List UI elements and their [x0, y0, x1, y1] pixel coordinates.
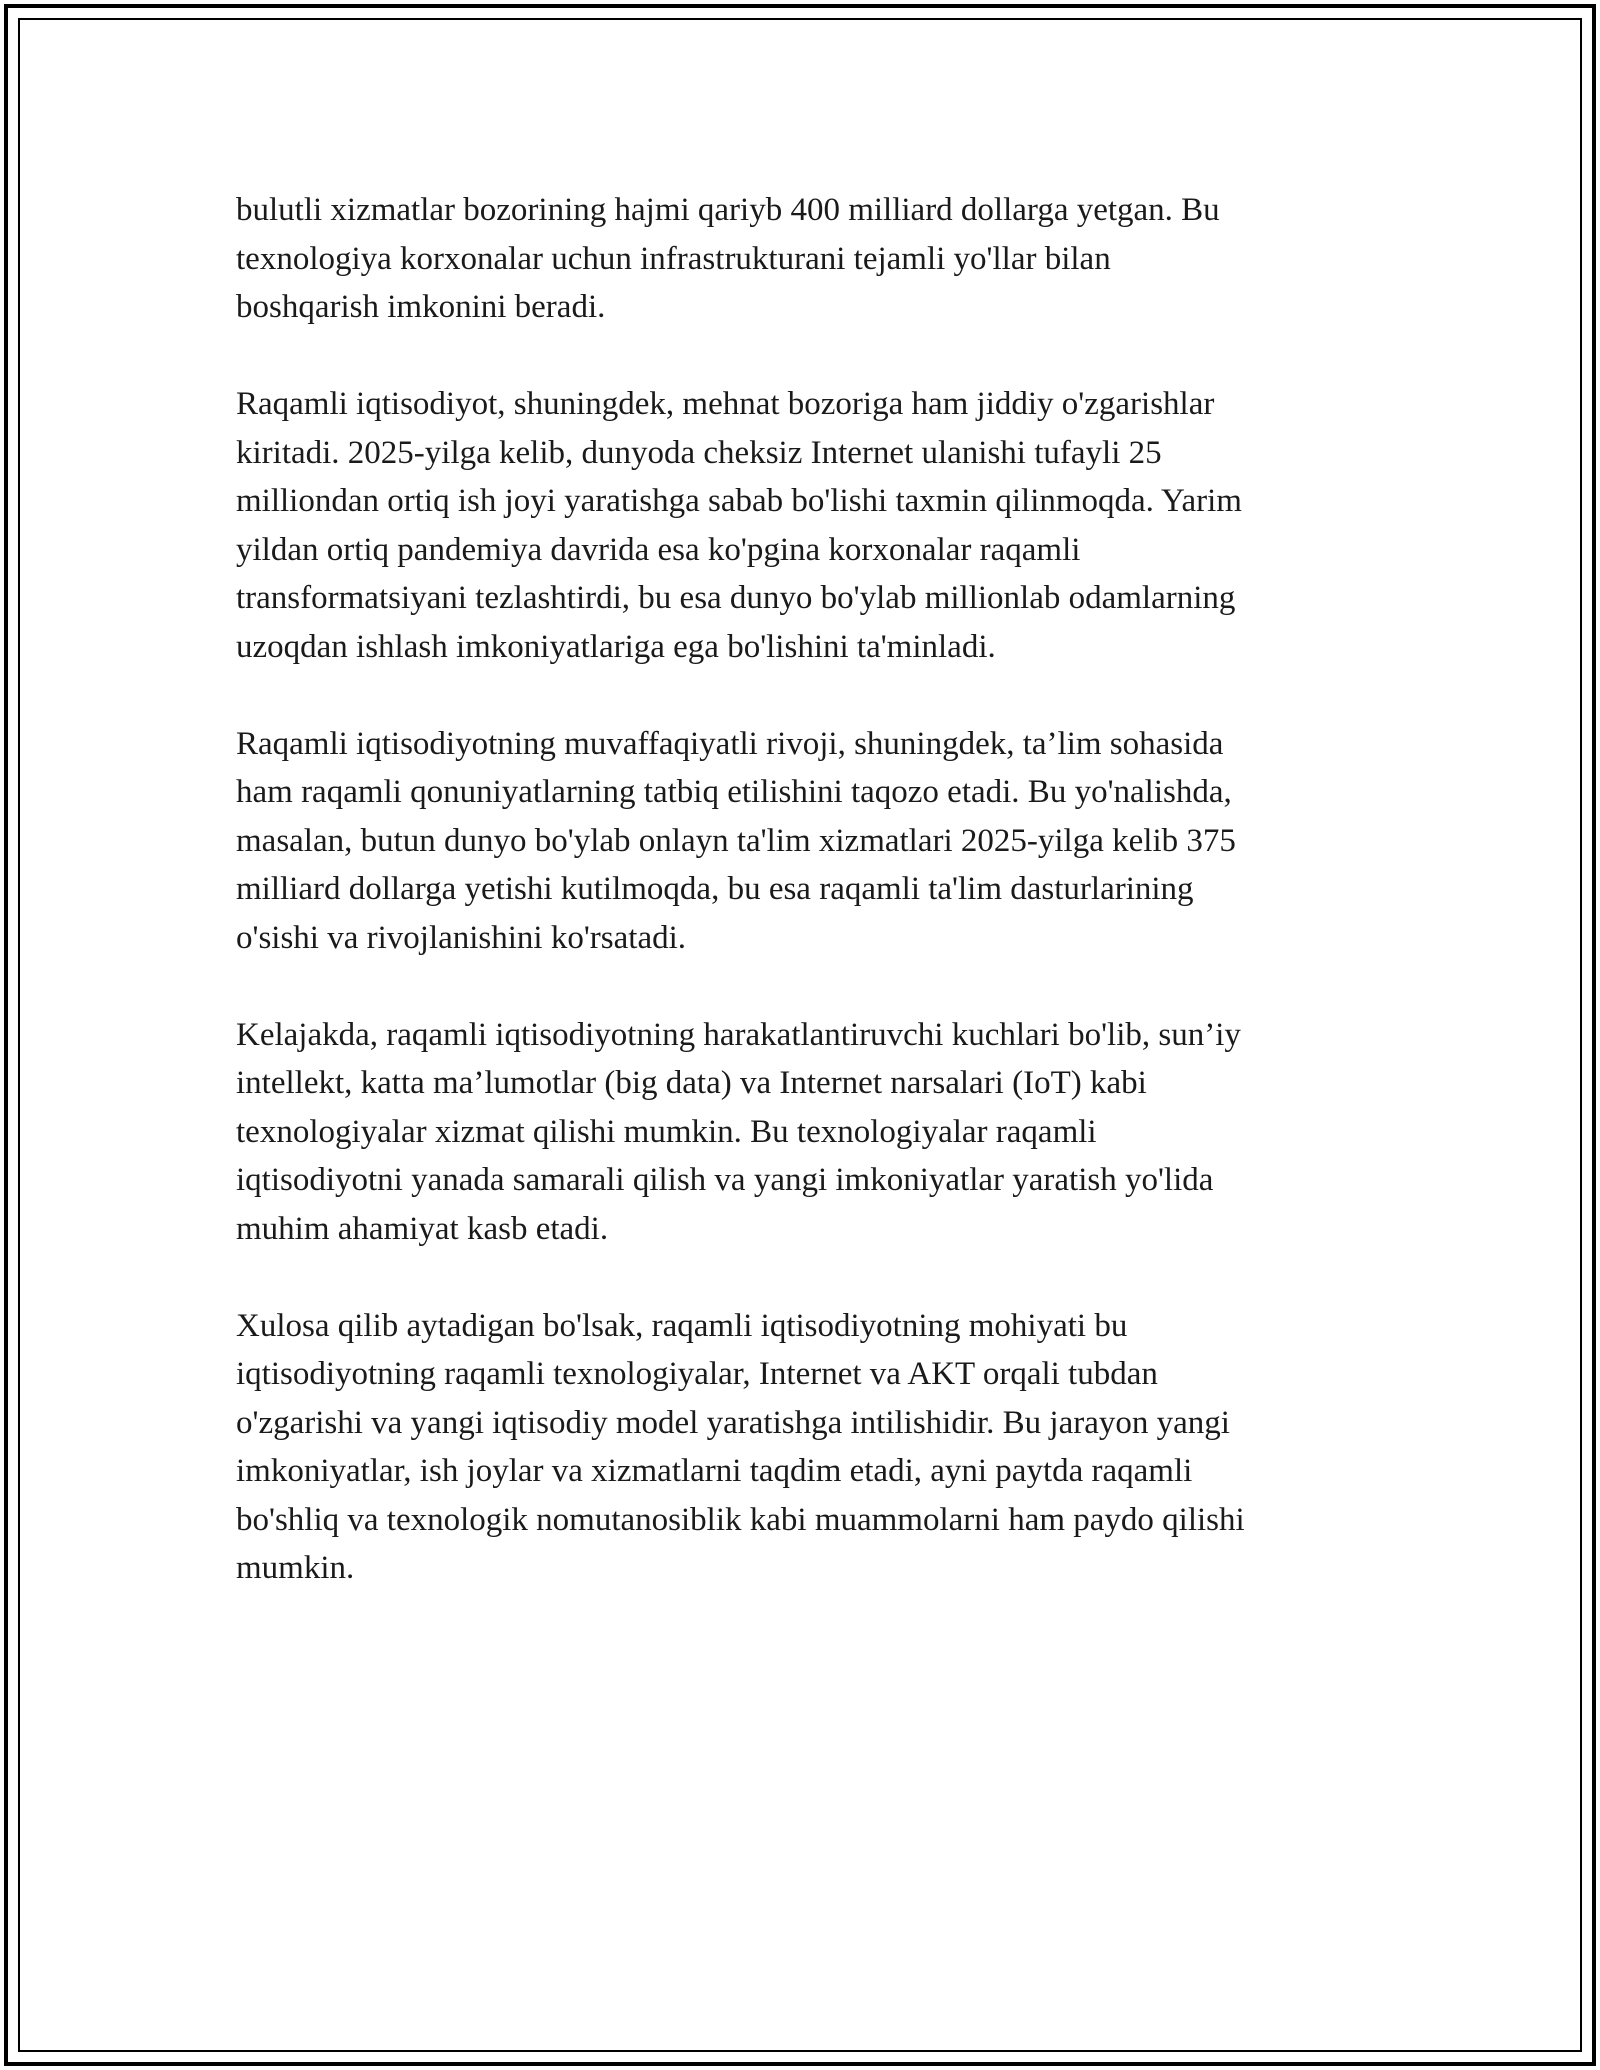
paragraph-future-technologies: Kelajakda, raqamli iqtisodiyotning harakatlantiruvchi kuchlari bo'lib, sun’iy intellekt, katta ma’lumotlar (big data) va Internet narsalari (IoT) kabi texnologiyalar xizmat qilishi mumkin. Bu texnologiyalar raqamli iqtisodiyotni yanada samarali qilish va yangi imkoniyatlar yaratish yo'lida muhim ahamiyat kasb etadi. [236, 1016, 1241, 1247]
paragraph-conclusion: Xulosa qilib aytadigan bo'lsak, raqamli iqtisodiyotning mohiyati bu iqtisodiyotning raqamli texnologiyalar, Internet va AKT orqali tubdan o'zgarishi va yangi iqtisodiy model yaratishga intilishidir. Bu jarayon yangi imkoniyatlar, ish joylar va xizmatlarni taqdim etadi, ayni paytda raqamli bo'shliq va texnologik nomutanosiblik kabi muammolarni ham paydo qilishi mumkin. [236, 1307, 1245, 1586]
paragraph-cloud-services: bulutli xizmatlar bozorining hajmi qariyb 400 milliard dollarga yetgan. Bu texnologiya korxonalar uchun infrastrukturani tejamli yo'llar bilan boshqarish imkonini beradi. [236, 192, 1220, 325]
document-body [236, 186, 1366, 1641]
paragraph-labor-market: Raqamli iqtisodiyot, shuningdek, mehnat bozoriga ham jiddiy o'zgarishlar kiritadi. 2025-yilga kelib, dunyoda cheksiz Internet ulanishi tufayli 25 milliondan ortiq ish joyi yaratishga sabab bo'lishi taxmin qilinmoqda. Yarim yildan ortiq pandemiya davrida esa ko'pgina korxonalar raqamli transformatsiyani tezlashtirdi, bu esa dunyo bo'ylab millionlab odamlarning uzoqdan ishlash imkoniyatlariga ega bo'lishini ta'minladi. [236, 386, 1242, 665]
paragraph-education: Raqamli iqtisodiyotning muvaffaqiyatli rivoji, shuningdek, ta’lim sohasida ham raqamli qonuniyatlarning tatbiq etilishini taqozo etadi. Bu yo'nalishda, masalan, butun dunyo bo'ylab onlayn ta'lim xizmatlari 2025-yilga kelib 375 milliard dollarga yetishi kutilmoqda, bu esa raqamli ta'lim dasturlarining o'sishi va rivojlanishini ko'rsatadi. [236, 725, 1236, 956]
